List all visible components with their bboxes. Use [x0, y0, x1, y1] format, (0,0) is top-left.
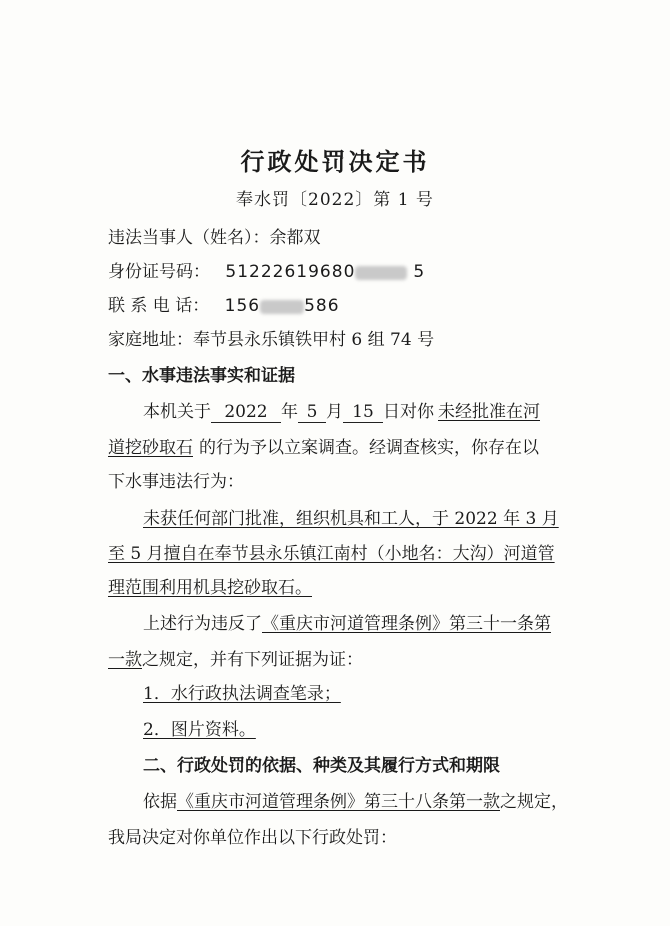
- fact-line-2: 至 5 月擅自在奉节县永乐镇江南村（小地名：大沟）河道管: [108, 544, 555, 564]
- section1-p1-line2: [108, 436, 539, 460]
- p1-day-unit: 日对你: [383, 402, 434, 422]
- section1-p1-line3: 下水事违法行为：: [108, 472, 244, 492]
- party-phone-suffix: 586: [304, 296, 340, 316]
- s2-text-a: 依据: [143, 792, 177, 812]
- party-id-row: [108, 260, 425, 284]
- party-id-suffix: 5: [413, 262, 426, 282]
- p1-day: 15: [343, 402, 383, 423]
- party-name-label: 违法当事人（姓名）：: [108, 228, 270, 248]
- p2-law-2: 一款: [108, 650, 142, 670]
- fact-line-1: 未获任何部门批准，组织机具和工人，于 2022 年 3 月: [143, 509, 559, 529]
- section2-p-line1: [143, 790, 568, 814]
- p1-month: 5: [298, 402, 326, 423]
- p1-year-unit: 年: [281, 402, 298, 422]
- party-name-row: [108, 226, 321, 250]
- party-address-label: 家庭地址：: [108, 330, 193, 350]
- p2-law: 《重庆市河道管理条例》第三十一条第: [262, 614, 551, 634]
- section1-heading: 一、水事违法事实和证据: [108, 366, 295, 386]
- section2-heading: 二、行政处罚的依据、种类及其履行方式和期限: [143, 756, 500, 776]
- section1-p2-line1: [143, 612, 551, 636]
- p1-matter-a: 未经批准在河: [438, 402, 540, 422]
- s2-law: 《重庆市河道管理条例》第三十八条第一款: [177, 792, 500, 812]
- party-id-prefix: 51222619680: [225, 262, 356, 282]
- redaction-mark: [260, 300, 304, 314]
- evidence-item-1: 1．水行政执法调查笔录；: [143, 684, 341, 704]
- p1-month-unit: 月: [326, 402, 343, 422]
- party-address-value: 奉节县永乐镇铁甲村 6 组 74 号: [193, 330, 435, 350]
- p1-text-b: 的行为予以立案调查。经调查核实，你存在以: [199, 438, 539, 458]
- party-id-label: 身份证号码：: [108, 262, 210, 282]
- document-number: 奉水罚〔2022〕第 1 号: [236, 190, 434, 210]
- p1-matter-b: 道挖砂取石: [108, 438, 193, 458]
- evidence-item-2: 2．图片资料。: [143, 720, 256, 740]
- fact-line-3: 理范围利用机具挖砂取石。: [108, 578, 312, 598]
- document-title: 行政处罚决定书: [240, 147, 430, 176]
- party-name-value: 余都双: [269, 228, 321, 248]
- p2-text-a: 上述行为违反了: [143, 614, 262, 634]
- party-phone-label: 联 系 电 话：: [108, 296, 210, 316]
- s2-text-b: 之规定，: [500, 792, 568, 812]
- p2-text-b: 之规定，并有下列证据为证：: [142, 650, 363, 670]
- section1-p2-line2: [108, 648, 363, 672]
- party-address-row: [108, 328, 434, 352]
- p1-text: 本机关于: [143, 402, 211, 422]
- section2-p-line2: 我局决定对你单位作出以下行政处罚：: [108, 828, 397, 848]
- redaction-mark: [355, 266, 407, 280]
- p1-year: 2022: [211, 402, 281, 423]
- section1-p1-line1: [143, 400, 540, 424]
- party-phone-row: [108, 294, 340, 318]
- party-phone-prefix: 156: [224, 296, 261, 316]
